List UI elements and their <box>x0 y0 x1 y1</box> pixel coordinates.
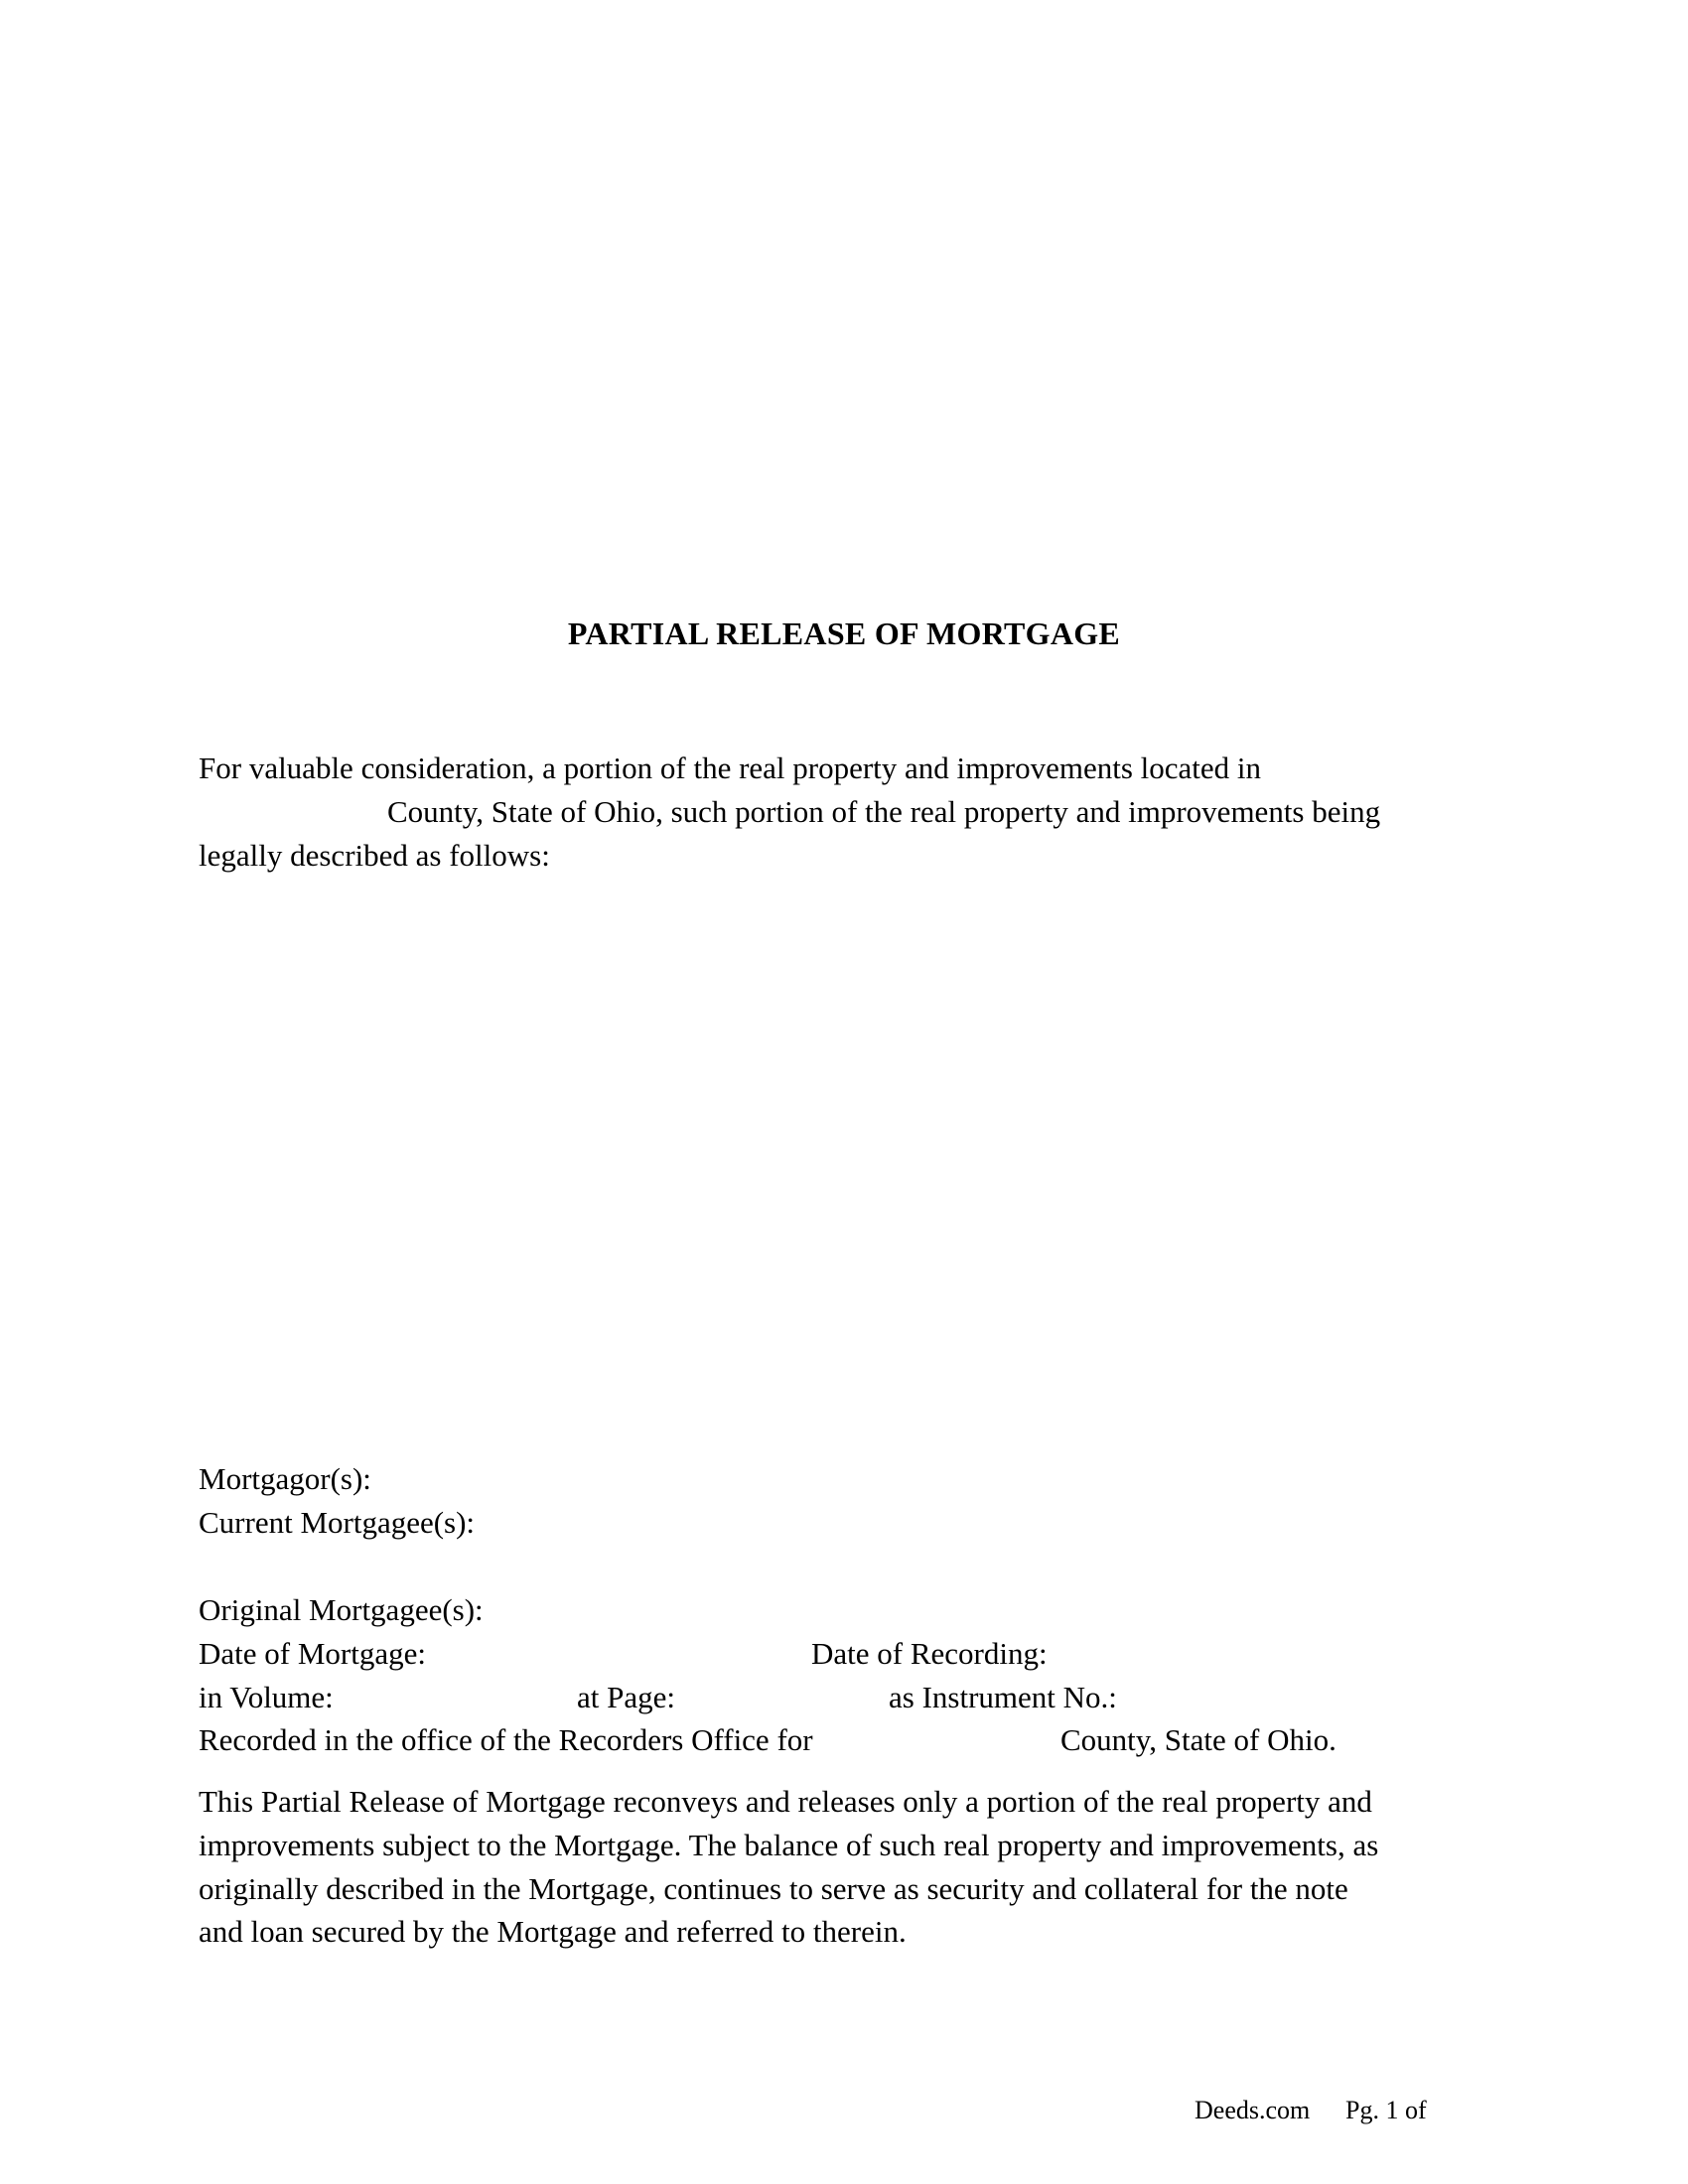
in-volume-label: in Volume: <box>199 1680 334 1714</box>
closing-line-2: improvements subject to the Mortgage. The balance of such real property and improvements, as <box>199 1828 1379 1862</box>
intro-line-2: County, State of Ohio, such portion of the real property and improvements being <box>387 794 1381 829</box>
intro-line-1: For valuable consideration, a portion of the real property and improvements located in <box>199 751 1262 785</box>
current-mortgagees-label: Current Mortgagee(s): <box>199 1505 476 1540</box>
closing-line-4: and loan secured by the Mortgage and referred to therein. <box>199 1914 907 1949</box>
closing-line-1: This Partial Release of Mortgage reconveys and releases only a portion of the real property and <box>199 1784 1372 1819</box>
closing-line-3: originally described in the Mortgage, continues to serve as security and collateral for the note <box>199 1871 1348 1906</box>
at-page-label: at Page: <box>577 1680 675 1714</box>
recorded-in-label: Recorded in the office of the Recorders Office for <box>199 1722 813 1757</box>
date-of-mortgage-label: Date of Mortgage: <box>199 1636 426 1671</box>
footer-site: Deeds.com <box>1195 2096 1311 2124</box>
intro-line-3: legally described as follows: <box>199 838 550 873</box>
instrument-no-label: as Instrument No.: <box>889 1680 1117 1714</box>
page-title: PARTIAL RELEASE OF MORTGAGE <box>567 615 1121 651</box>
footer-page-number: Pg. 1 of <box>1345 2096 1427 2124</box>
mortgagors-label: Mortgagor(s): <box>199 1461 371 1496</box>
recorded-county-state: County, State of Ohio. <box>1060 1722 1336 1757</box>
original-mortgagees-label: Original Mortgagee(s): <box>199 1592 484 1627</box>
date-of-recording-label: Date of Recording: <box>811 1636 1048 1671</box>
